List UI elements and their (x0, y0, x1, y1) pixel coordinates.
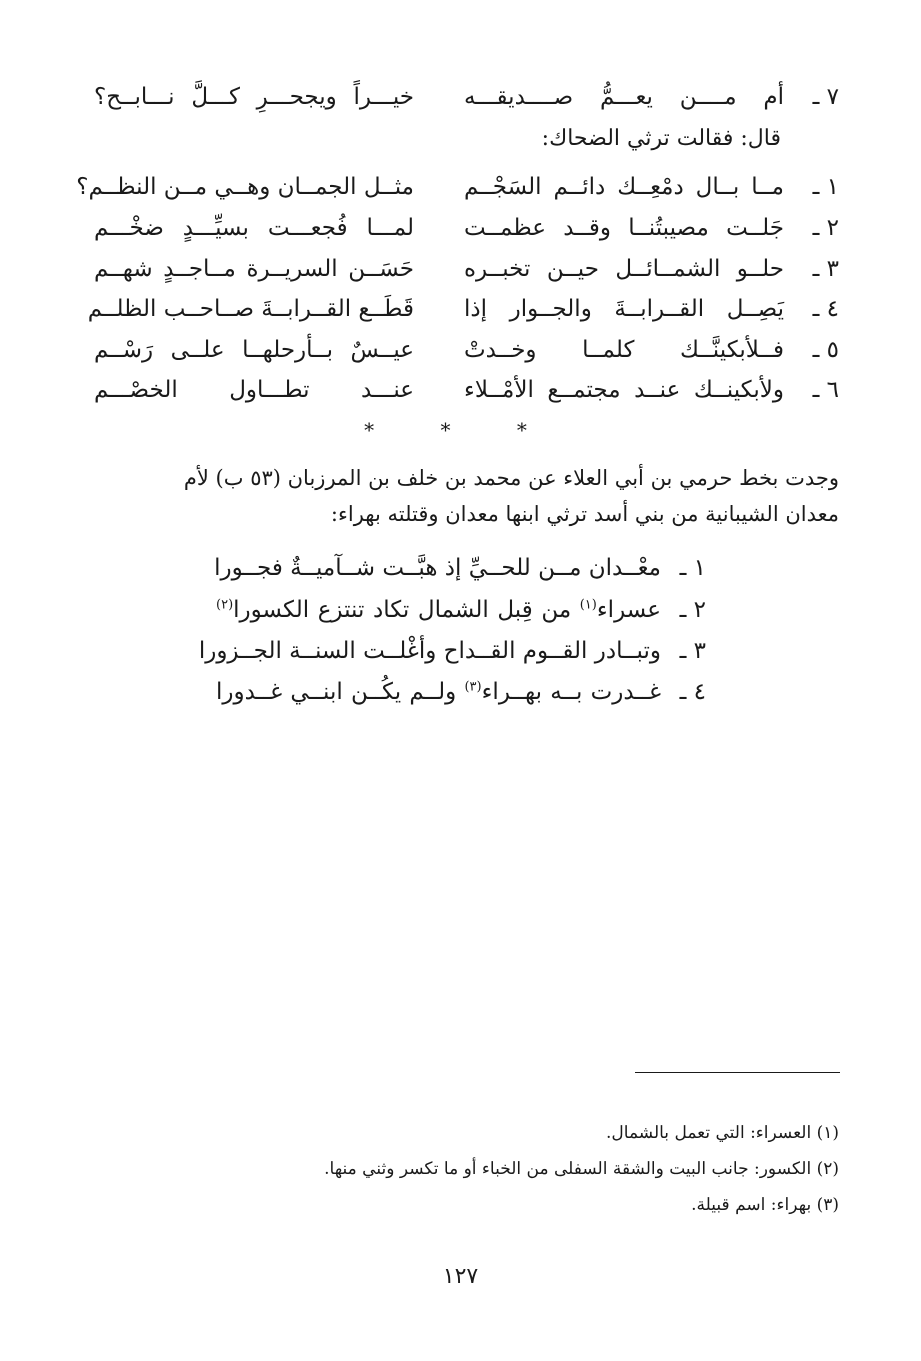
verse-text (198, 633, 661, 669)
verse-row (216, 674, 706, 710)
verse-number: ٢ ـ (812, 215, 839, 241)
verse-row (79, 373, 839, 407)
verse-number: ١ ـ (679, 555, 706, 581)
verse-number: ٦ ـ (812, 377, 839, 403)
verse-row (76, 170, 839, 204)
verse-row (198, 633, 706, 669)
verse-number: ١ ـ (812, 174, 839, 200)
verse-row (216, 592, 706, 628)
verse-number: ٣ ـ (679, 638, 706, 664)
poem-intro: قال: فقالت ترثي الضحاك: (541, 126, 781, 151)
prose-paragraph (84, 460, 839, 532)
verse-text (216, 674, 661, 710)
verse-row (79, 252, 839, 286)
page-number: ١٢٧ (442, 1264, 479, 1289)
verse-text-part: من قِبل الشمال تكاد تنتزع الكسورا (233, 597, 580, 623)
footnote: (٣) بهراء: اسم قبيلة. (691, 1195, 839, 1215)
verse-row (216, 550, 706, 586)
first-hemistich: مــا بــال دمْعِــك دائــم السَجْــم (464, 174, 784, 200)
first-hemistich: فــلأبكينَّــك كلمــا وخــدتْ (464, 337, 784, 363)
verse-text-part: وتبــادر القــوم القــداح وأغْلــت السنــة الجــزورا (198, 638, 661, 664)
second-hemistich: حَسَــن السريــرة مــاجــدٍ شهــم (94, 256, 414, 282)
verse-number: ٧ ـ (812, 84, 839, 110)
verse-text-part: ولــم يكُــن ابنــي غــدورا (216, 679, 465, 705)
verse-number: ٤ ـ (679, 679, 706, 705)
second-hemistich: مثــل الجمــان وهــي مــن النظــم؟ (76, 174, 414, 200)
first-hemistich: يَصِــل القــرابــةَ والجــوار إذا (464, 296, 784, 322)
second-hemistich: خيـــراً ويجحـــرِ كـــلَّ نـــابــح؟ (94, 84, 414, 110)
second-hemistich: عنـــد تطـــاول الخصْـــم (94, 377, 414, 403)
verse-text-part: غــدرت بــه بهــراء (481, 679, 661, 705)
footnote-marker: (٢) (216, 597, 234, 613)
footnote-marker: (٣) (464, 679, 482, 695)
verse-number: ٥ ـ (812, 337, 839, 363)
section-separator: * * * (364, 418, 557, 442)
first-hemistich: أم مــــن يعـــمُّ صــــديقـــه (464, 84, 784, 110)
first-hemistich: حلــو الشمــائــل حيــن تخبــره (464, 256, 784, 282)
verse-number: ٢ ـ (679, 597, 706, 623)
verse-text (216, 550, 661, 586)
first-hemistich: جَلــت مصيبتُنــا وقــد عظمــت (464, 215, 784, 241)
second-hemistich: لمـــا فُجعـــت بسيِّـــدٍ ضخْـــم (94, 215, 414, 241)
verse-number: ٤ ـ (812, 296, 839, 322)
prose-line: معدان الشيبانية من بني أسد ترثي ابنها معدان وقتلته بهراء: (330, 502, 839, 526)
verse-text-part: عسراء (596, 597, 661, 623)
prose-line: وجدت بخط حرمي بن أبي العلاء عن محمد بن خلف بن المرزبان (٥٣ ب) لأم (183, 466, 839, 490)
verse-row (79, 211, 839, 245)
verse-text-part: معْــدان مــن للحــيِّ إذ هبَّــت شــآميــةٌ فجــورا (214, 555, 661, 581)
verse-row (79, 333, 839, 367)
second-hemistich: عيــسٌ بــأرحلهــا علــى رَسْــم (94, 337, 414, 363)
verse-row (79, 80, 839, 114)
verse-number: ٣ ـ (812, 256, 839, 282)
verse-row (79, 292, 839, 326)
first-hemistich: ولأبكينــك عنــد مجتمــع الأمْــلاء (464, 377, 784, 403)
second-hemistich: قَطَــع القــرابــةَ صــاحــب الظلــم (87, 296, 414, 322)
footnote: (١) العسراء: التي تعمل بالشمال. (606, 1123, 839, 1143)
verse-text (216, 592, 661, 628)
footnote: (٢) الكسور: جانب البيت والشقة السفلى من الخباء أو ما تكسر وثني منها. (324, 1159, 839, 1179)
footnote-divider (635, 1072, 840, 1073)
footnote-marker: (١) (579, 597, 597, 613)
